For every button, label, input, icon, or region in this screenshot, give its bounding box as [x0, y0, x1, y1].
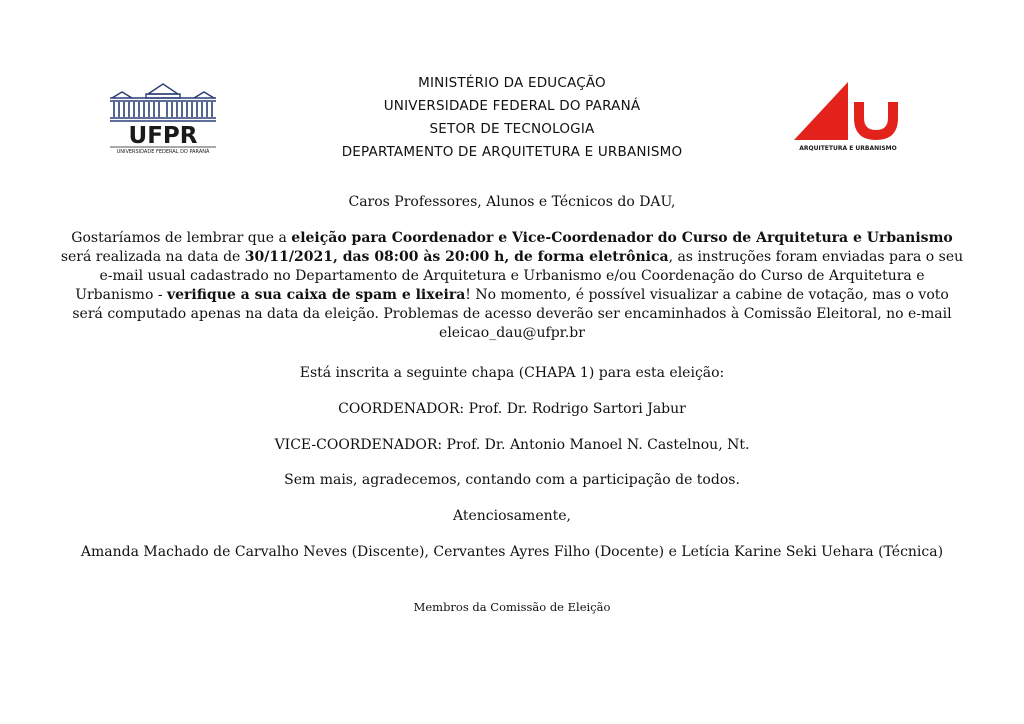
header-department: DEPARTAMENTO DE ARQUITETURA E URBANISMO	[341, 144, 683, 160]
notice-text-3: , as instruções foram enviadas para o seu e-mail usual cadastrado no Departamento de Arquitetura e Urbanismo e/ou Coordenação do Curso de Arquitetura e Urbanismo -	[75, 249, 964, 303]
notice-text-2: será realizada na data de	[60, 249, 245, 265]
chapa-info: Está inscrita a seguinte chapa (CHAPA 1) para esta eleição:	[299, 365, 725, 381]
notice-spam-warning: verifique a sua caixa de spam e lixeira	[167, 287, 466, 303]
header-university: UNIVERSIDADE FEDERAL DO PARANÁ	[383, 98, 641, 114]
regards-line: Atenciosamente,	[452, 508, 571, 524]
vice-coordenador-line: VICE-COORDENADOR: Prof. Dr. Antonio Manoel N. Castelnou, Nt.	[274, 437, 750, 453]
committee-signature: Membros da Comissão de Eleição	[413, 600, 611, 614]
letterhead	[0, 72, 1024, 164]
notice-date-time: 30/11/2021, das 08:00 às 20:00 h, de forma eletrônica	[244, 249, 669, 265]
notice-election-title: eleição para Coordenador e Vice-Coordenador do Curso de Arquitetura e Urbanismo	[291, 230, 953, 246]
notice-text-1: Gostaríamos de lembrar que a	[71, 230, 292, 246]
header-sector: SETOR DE TECNOLOGIA	[429, 121, 595, 137]
notice-text-4: ! No momento, é possível visualizar a cabine de votação, mas o voto será computado apenas na data da eleição. Problemas de acesso deverão ser encaminhados à Comissão Eleitoral, no e-mail eleicao_dau@ufpr.br	[72, 287, 952, 341]
coordenador-line: COORDENADOR: Prof. Dr. Rodrigo Sartori Jabur	[338, 401, 686, 417]
greeting: Caros Professores, Alunos e Técnicos do DAU,	[348, 194, 676, 210]
committee-names: Amanda Machado de Carvalho Neves (Discente), Cervantes Ayres Filho (Docente) e Letícia Karine Seki Uehara (Técnica)	[80, 544, 944, 560]
closing-line: Sem mais, agradecemos, contando com a participação de todos.	[284, 472, 740, 488]
ufpr-logo-text: UFPR	[128, 123, 198, 149]
election-notice-paragraph	[60, 229, 964, 343]
header-ministry: MINISTÉRIO DA EDUCAÇÃO	[418, 75, 606, 91]
dau-logo-text: ARQUITETURA E URBANISMO	[799, 145, 897, 152]
ufpr-logo-subtitle: UNIVERSIDADE FEDERAL DO PARANÁ	[116, 149, 210, 155]
